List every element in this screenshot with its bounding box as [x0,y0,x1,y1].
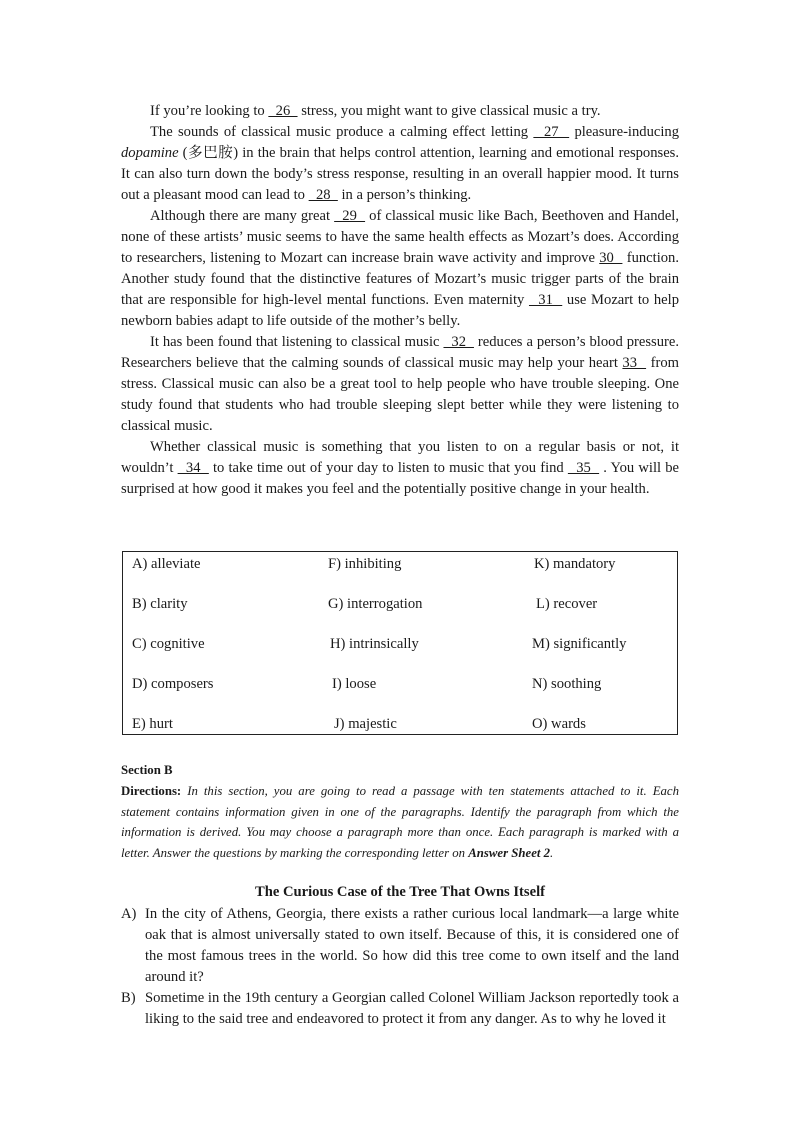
word-option: G) interrogation [328,596,423,612]
passage-text: If you’re looking to [150,103,269,119]
section-title: Section B [121,763,173,777]
passage-text: Whether classical music is something that you listen to on a regular basis or not, it wouldn’t [121,439,679,476]
paragraph-text: Sometime in the 19th century a Georgian called Colonel William Jackson reportedly took a liking to the said tree and endeavored to protect it from any danger. As to why he loved it [145,990,679,1027]
passage-paragraph-5 [121,437,679,500]
passage-text: pleasure-inducing [569,124,680,140]
cloze-passage [121,101,679,500]
passage-text: (多巴胺) in the brain that helps control attention, learning and emotional responses. It can also turn down the body’s stress response, resulting in an overall happier mood. It turns out a pleasant mood can lead to [121,145,679,203]
directions [121,781,679,864]
paragraph-letter: B) [121,990,136,1006]
blank-28[interactable]: 28 [308,187,338,203]
word-option: J) majestic [334,716,397,732]
passage-paragraph-1 [121,101,679,122]
word-option: B) clarity [132,596,188,612]
section-b [121,760,679,864]
article-paragraph-a [121,904,679,988]
passage-text: Although there are many great [150,208,335,224]
blank-26[interactable]: 26 [268,103,298,119]
passage-text: from stress. Classical music can also be a great tool to help people who have trouble sleeping. One study found that students who had trouble sleeping slept better while they were listening to classical music. [121,355,679,434]
passage-paragraph-3 [121,206,679,332]
article-paragraph-b [121,988,679,1030]
word-option: N) soothing [532,676,602,692]
blank-34[interactable]: 34 [177,460,209,476]
word-option: D) composers [132,676,214,692]
passage-text: to take time out of your day to listen to music that you find [208,460,568,476]
passage-text: The sounds of classical music produce a calming effect letting [150,124,534,140]
word-option: L) recover [536,596,598,612]
passage-text: . You will be surprised at how good it makes you feel and the potentially positive change in your health. [121,460,679,497]
word-option: C) cognitive [132,636,205,652]
passage-text: function. Another study found that the distinctive features of Mozart’s music trigger parts of the brain that are responsible for high-level mental functions. Even maternity [121,250,679,308]
directions-label: Directions: [121,783,182,798]
paragraph-letter: A) [121,906,137,922]
passage-text: stress, you might want to give classical music a try. [297,103,601,119]
word-option: F) inhibiting [328,556,402,572]
directions-end: . [550,846,554,861]
blank-35[interactable]: 35 [567,460,600,476]
italic-term: dopamine [121,145,179,161]
answer-sheet-ref: Answer Sheet 2 [468,846,551,861]
directions-text [121,784,679,860]
blank-32[interactable]: 32 [443,334,474,350]
blank-30[interactable]: 30 [599,250,623,266]
word-option: M) significantly [532,636,627,652]
word-option: E) hurt [132,716,173,732]
passage-text: in a person’s thinking. [337,187,472,203]
passage-text: use Mozart to help newborn babies adapt to life outside of the mother’s belly. [121,292,680,329]
blank-27[interactable]: 27 [533,124,570,140]
word-option: O) wards [532,716,586,732]
word-option: K) mandatory [534,556,616,572]
passage-paragraph-4 [121,332,679,437]
passage-text: reduces a person’s blood pressure. Researchers believe that the calming sounds of classical music may help your heart [121,334,679,371]
blank-33[interactable]: 33 [622,355,647,371]
word-option: A) alleviate [132,556,201,572]
paragraph-text: In the city of Athens, Georgia, there exists a rather curious local landmark—a large white oak that is almost universally stated to own itself. Because of this, it is considered one of the most famous trees in the world. So how did this tree come to own itself and the land around it? [145,906,679,985]
word-bank [122,551,678,735]
word-option: I) loose [332,676,377,692]
blank-29[interactable]: 29 [334,208,366,224]
passage-text: It has been found that listening to classical music [150,334,444,350]
article-title: The Curious Case of the Tree That Owns Itself [255,884,545,900]
blank-31[interactable]: 31 [528,292,563,308]
passage-text: of classical music like Bach, Beethoven and Handel, none of these artists’ music seems to have the same health effects as Mozart’s does. According to researchers, listening to Mozart can increase brain wave activity and improve [121,208,679,266]
passage-paragraph-2 [121,122,679,206]
word-option: H) intrinsically [330,636,419,652]
article-paragraphs [121,904,679,1030]
directions-body: In this section, you are going to read a passage with ten statements attached to it. Each statement contains information given in one of the paragraphs. Identify the paragraph from which the information is derived. You may choose a paragraph more than once. Each paragraph is marked with a letter. Answer the questions by marking the corresponding letter on [121,783,679,861]
